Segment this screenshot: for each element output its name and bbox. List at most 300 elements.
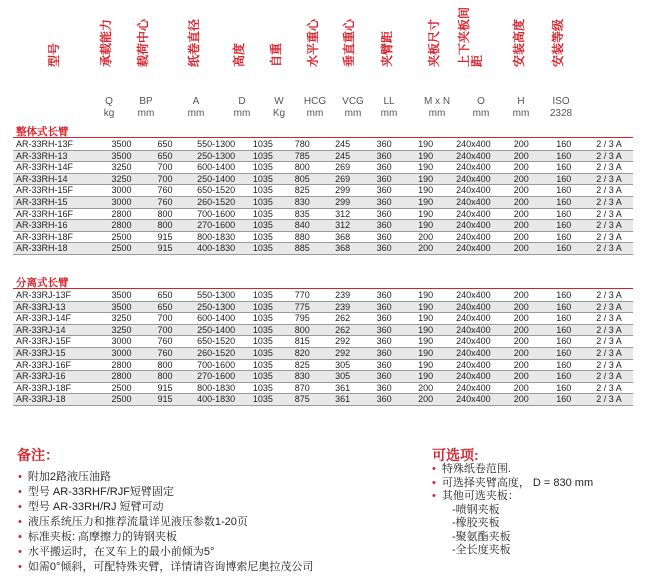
header-mount-height: 安装高度 [512,18,526,67]
cell-capacity: 3500 [102,290,140,301]
cell-roll-diameter: 260-1520 [190,347,243,359]
cell-model: AR-33RJ-14 [13,324,102,336]
cell-weight: 795 [283,313,321,325]
cell-vcg: 360 [364,371,404,383]
cell-load-center: 650 [141,290,190,301]
cell-roll-diameter: 700-1600 [190,359,243,371]
cell-iso: 2 / 3 A [585,336,633,348]
cell-hcg: 361 [321,382,364,394]
cell-iso: 2 / 3 A [585,382,633,394]
cell-iso: 2 / 3 A [585,324,633,336]
cell-pad-size: 240x400 [447,347,500,359]
cell-load-center: 915 [141,382,190,394]
cell-height: 1035 [243,301,283,313]
cell-height: 1035 [243,382,283,394]
table-row [13,336,633,348]
cell-model: AR-33RH-16 [13,220,102,232]
cell-model: AR-33RJ-13F [13,290,102,301]
cell-vcg: 360 [364,243,404,255]
cell-load-center: 700 [141,173,190,185]
cell-hcg: 245 [321,139,364,150]
cell-capacity: 3000 [102,347,140,359]
cell-hcg: 305 [321,359,364,371]
note-item: • 如需0°倾斜，可配特殊夹臂，详情请咨询博索尼奥拉茂公司 [18,560,313,575]
unit-d: D mm [233,96,251,119]
cell-model: AR-33RJ-18 [13,394,102,406]
cell-roll-diameter: 400-1830 [190,394,243,406]
cell-vcg: 360 [364,359,404,371]
cell-vcg: 360 [364,220,404,232]
cell-pad-size: 240x400 [447,185,500,197]
header-weight: 自重 [269,42,283,67]
cell-pad-size: 240x400 [447,243,500,255]
cell-hcg: 312 [321,208,364,220]
cell-height: 1035 [243,208,283,220]
cell-model: AR-33RJ-14F [13,313,102,325]
table-row [13,382,633,394]
cell-weight: 835 [283,208,321,220]
cell-capacity: 2800 [102,220,140,232]
cell-vcg: 360 [364,139,404,150]
cell-capacity: 3500 [102,150,140,162]
cell-capacity: 3000 [102,196,140,208]
cell-load-center: 650 [141,150,190,162]
cell-roll-diameter: 260-1520 [190,196,243,208]
cell-hcg: 361 [321,394,364,406]
cell-height: 1035 [243,185,283,197]
cell-height: 1035 [243,394,283,406]
cell-hcg: 299 [321,196,364,208]
cell-hcg: 262 [321,313,364,325]
cell-height: 1035 [243,196,283,208]
unit-o: O mm [472,96,490,119]
cell-iso: 2 / 3 A [585,394,633,406]
cell-weight: 825 [283,359,321,371]
table-row [13,162,633,174]
option-item: • 可选择夹臂高度， D = 830 mm [432,477,593,491]
cell-ll: 190 [404,150,447,162]
cell-roll-diameter: 600-1400 [190,162,243,174]
cell-roll-diameter: 250-1300 [190,301,243,313]
cell-iso: 2 / 3 A [585,196,633,208]
table-row [13,347,633,359]
header-ll: 夹臂距 [380,30,394,67]
notes-title: 备注： [17,447,59,463]
cell-load-center: 700 [141,313,190,325]
cell-roll-diameter: 550-1300 [190,290,243,301]
cell-pad-size: 240x400 [447,208,500,220]
cell-mount-height: 160 [543,301,586,313]
cell-weight: 830 [283,371,321,383]
cell-mount-height: 160 [543,313,586,325]
cell-pad-gap: 200 [500,196,543,208]
cell-ll: 190 [404,347,447,359]
cell-capacity: 2500 [102,231,140,243]
cell-ll: 200 [404,382,447,394]
cell-capacity: 3250 [102,173,140,185]
cell-capacity: 2500 [102,382,140,394]
cell-weight: 775 [283,301,321,313]
note-item: • 型号 AR-33RHF/RJF短臂固定 [18,485,313,500]
cell-capacity: 2500 [102,394,140,406]
cell-pad-size: 240x400 [447,173,500,185]
unit-hcg: HCG mm [303,96,327,119]
cell-iso: 2 / 3 A [585,220,633,232]
cell-iso: 2 / 3 A [585,150,633,162]
cell-ll: 190 [404,139,447,150]
cell-pad-gap: 200 [500,382,543,394]
cell-mount-height: 160 [543,220,586,232]
cell-capacity: 3250 [102,313,140,325]
table-row [13,139,633,150]
cell-roll-diameter: 250-1300 [190,150,243,162]
table-row [13,313,633,325]
cell-pad-size: 240x400 [447,313,500,325]
cell-weight: 880 [283,231,321,243]
cell-pad-gap: 200 [500,347,543,359]
unit-w: W Kg [272,96,286,119]
cell-model: AR-33RJ-16 [13,371,102,383]
cell-ll: 190 [404,196,447,208]
cell-model: AR-33RH-18F [13,231,102,243]
cell-capacity: 2800 [102,359,140,371]
cell-height: 1035 [243,290,283,301]
cell-vcg: 360 [364,162,404,174]
cell-load-center: 760 [141,185,190,197]
cell-load-center: 915 [141,394,190,406]
section-title-integral: 整体式长臂 [16,126,69,138]
cell-pad-gap: 200 [500,371,543,383]
cell-capacity: 2500 [102,243,140,255]
cell-height: 1035 [243,243,283,255]
table-row [13,173,633,185]
cell-ll: 190 [404,336,447,348]
cell-roll-diameter: 650-1520 [190,185,243,197]
cell-mount-height: 160 [543,139,586,150]
unit-iso: ISO 2328 [549,96,573,119]
header-model: 型号 [47,42,61,67]
cell-load-center: 800 [141,220,190,232]
table-row [13,290,633,301]
cell-hcg: 299 [321,185,364,197]
cell-mount-height: 160 [543,185,586,197]
cell-hcg: 269 [321,173,364,185]
cell-hcg: 368 [321,243,364,255]
header-load-center: 载荷中心 [136,18,150,67]
table-row [13,196,633,208]
cell-pad-size: 240x400 [447,290,500,301]
cell-mount-height: 160 [543,347,586,359]
unit-bp: BP mm [137,96,155,119]
cell-pad-size: 240x400 [447,359,500,371]
options-title: 可选项: [432,447,479,463]
cell-vcg: 360 [364,173,404,185]
cell-roll-diameter: 700-1600 [190,208,243,220]
cell-hcg: 239 [321,301,364,313]
option-subitem: -喷钢夹板 [452,503,500,516]
cell-pad-gap: 200 [500,162,543,174]
cell-vcg: 360 [364,324,404,336]
cell-ll: 190 [404,359,447,371]
cell-roll-diameter: 550-1300 [190,139,243,150]
cell-pad-size: 240x400 [447,162,500,174]
cell-ll: 190 [404,313,447,325]
cell-iso: 2 / 3 A [585,301,633,313]
cell-model: AR-33RH-13F [13,139,102,150]
cell-load-center: 650 [141,301,190,313]
cell-height: 1035 [243,347,283,359]
unit-vcg: VCG mm [342,96,364,119]
cell-load-center: 800 [141,208,190,220]
cell-capacity: 2800 [102,208,140,220]
cell-model: AR-33RH-15F [13,185,102,197]
cell-vcg: 360 [364,150,404,162]
cell-weight: 800 [283,324,321,336]
header-iso-class: 安装等级 [551,18,565,67]
cell-vcg: 360 [364,382,404,394]
cell-mount-height: 160 [543,394,586,406]
cell-iso: 2 / 3 A [585,290,633,301]
cell-weight: 870 [283,382,321,394]
option-subitem: -全长度夹板 [452,544,511,556]
cell-mount-height: 160 [543,359,586,371]
cell-mount-height: 160 [543,324,586,336]
section-rule [13,137,633,138]
cell-iso: 2 / 3 A [585,185,633,197]
cell-ll: 190 [404,220,447,232]
column-header-row [0,0,645,95]
cell-iso: 2 / 3 A [585,208,633,220]
cell-load-center: 650 [141,139,190,150]
cell-mount-height: 160 [543,382,586,394]
cell-roll-diameter: 400-1830 [190,243,243,255]
section-title-split: 分离式长臂 [16,277,69,289]
cell-height: 1035 [243,220,283,232]
cell-ll: 190 [404,301,447,313]
cell-pad-gap: 200 [500,139,543,150]
table-row [13,394,633,406]
cell-height: 1035 [243,336,283,348]
table-row [13,243,633,255]
cell-vcg: 360 [364,196,404,208]
units-row [0,96,645,124]
cell-capacity: 3000 [102,336,140,348]
option-subitem: -橡胶夹板 [452,517,500,529]
spec-table-integral [13,139,633,255]
header-hcg: 水平重心 [306,18,320,67]
cell-hcg: 292 [321,336,364,348]
cell-model: AR-33RH-13 [13,150,102,162]
cell-hcg: 292 [321,347,364,359]
cell-capacity: 3500 [102,139,140,150]
note-item: • 型号 AR-33RH/RJ 短臂可动 [18,500,313,515]
header-pad-size: 夹板尺寸 [427,18,441,67]
cell-load-center: 700 [141,324,190,336]
cell-pad-gap: 200 [500,336,543,348]
cell-pad-gap: 200 [500,185,543,197]
cell-pad-gap: 200 [500,359,543,371]
cell-weight: 815 [283,336,321,348]
option-subitem: -聚氨酯夹板 [452,530,511,543]
cell-weight: 800 [283,162,321,174]
cell-hcg: 368 [321,231,364,243]
cell-pad-size: 240x400 [447,196,500,208]
unit-mxn: M x N mm [423,96,451,119]
cell-roll-diameter: 600-1400 [190,313,243,325]
cell-load-center: 800 [141,359,190,371]
cell-weight: 805 [283,173,321,185]
cell-ll: 200 [404,243,447,255]
header-vcg: 垂直重心 [342,18,356,67]
cell-hcg: 245 [321,150,364,162]
header-capacity: 承载能力 [99,18,113,67]
cell-height: 1035 [243,162,283,174]
cell-vcg: 360 [364,336,404,348]
cell-pad-gap: 200 [500,150,543,162]
cell-hcg: 239 [321,290,364,301]
cell-weight: 825 [283,185,321,197]
unit-a: A mm [187,96,205,119]
cell-height: 1035 [243,173,283,185]
cell-model: AR-33RJ-18F [13,382,102,394]
cell-pad-gap: 200 [500,324,543,336]
note-item: • 水平搬运时，在叉车上的最小前倾为5° [18,545,313,560]
cell-pad-gap: 200 [500,173,543,185]
cell-mount-height: 160 [543,243,586,255]
cell-weight: 820 [283,347,321,359]
header-roll-diameter: 纸卷直径 [187,18,201,67]
cell-ll: 190 [404,162,447,174]
cell-iso: 2 / 3 A [585,371,633,383]
options-list [432,463,593,558]
table-row [13,231,633,243]
cell-roll-diameter: 800-1830 [190,382,243,394]
table-row [13,208,633,220]
cell-pad-size: 240x400 [447,382,500,394]
cell-mount-height: 160 [543,231,586,243]
cell-model: AR-33RJ-15F [13,336,102,348]
cell-hcg: 305 [321,371,364,383]
cell-model: AR-33RH-18 [13,243,102,255]
cell-load-center: 760 [141,336,190,348]
table-row [13,324,633,336]
cell-iso: 2 / 3 A [585,313,633,325]
cell-roll-diameter: 270-1600 [190,371,243,383]
cell-roll-diameter: 800-1830 [190,231,243,243]
cell-weight: 885 [283,243,321,255]
cell-pad-size: 240x400 [447,371,500,383]
cell-pad-size: 240x400 [447,324,500,336]
cell-model: AR-33RH-15 [13,196,102,208]
cell-hcg: 269 [321,162,364,174]
cell-ll: 190 [404,185,447,197]
cell-vcg: 360 [364,394,404,406]
cell-roll-diameter: 650-1520 [190,336,243,348]
cell-weight: 875 [283,394,321,406]
cell-capacity: 3000 [102,185,140,197]
cell-height: 1035 [243,231,283,243]
cell-mount-height: 160 [543,196,586,208]
table-row [13,301,633,313]
cell-model: AR-33RH-16F [13,208,102,220]
cell-mount-height: 160 [543,371,586,383]
cell-mount-height: 160 [543,173,586,185]
cell-pad-gap: 200 [500,220,543,232]
cell-vcg: 360 [364,301,404,313]
cell-height: 1035 [243,139,283,150]
cell-mount-height: 160 [543,208,586,220]
cell-weight: 770 [283,290,321,301]
cell-mount-height: 160 [543,290,586,301]
cell-vcg: 360 [364,313,404,325]
cell-load-center: 800 [141,371,190,383]
cell-roll-diameter: 250-1400 [190,173,243,185]
cell-ll: 200 [404,231,447,243]
cell-load-center: 700 [141,162,190,174]
cell-height: 1035 [243,150,283,162]
cell-pad-size: 240x400 [447,139,500,150]
option-item: • 其他可选夹板： [432,490,593,504]
cell-height: 1035 [243,359,283,371]
cell-vcg: 360 [364,231,404,243]
cell-height: 1035 [243,313,283,325]
cell-pad-size: 240x400 [447,231,500,243]
cell-roll-diameter: 270-1600 [190,220,243,232]
cell-capacity: 2800 [102,371,140,383]
cell-hcg: 262 [321,324,364,336]
cell-pad-size: 240x400 [447,220,500,232]
cell-model: AR-33RJ-13 [13,301,102,313]
cell-pad-size: 240x400 [447,301,500,313]
cell-weight: 785 [283,150,321,162]
section-rule [13,288,633,289]
cell-model: AR-33RJ-16F [13,359,102,371]
cell-iso: 2 / 3 A [585,243,633,255]
table-row [13,185,633,197]
cell-weight: 840 [283,220,321,232]
notes-list [18,470,313,575]
cell-ll: 190 [404,173,447,185]
cell-load-center: 760 [141,347,190,359]
cell-pad-gap: 200 [500,290,543,301]
cell-ll: 190 [404,371,447,383]
unit-ll: LL mm [380,96,398,119]
spec-table-split [13,290,633,406]
cell-iso: 2 / 3 A [585,347,633,359]
cell-model: AR-33RJ-15 [13,347,102,359]
cell-model: AR-33RH-14F [13,162,102,174]
note-item: • 标准夹板: 高摩擦力的铸钢夹板 [18,530,313,545]
cell-hcg: 312 [321,220,364,232]
cell-mount-height: 160 [543,336,586,348]
cell-load-center: 915 [141,231,190,243]
cell-mount-height: 160 [543,150,586,162]
cell-vcg: 360 [364,185,404,197]
cell-weight: 780 [283,139,321,150]
cell-ll: 200 [404,394,447,406]
cell-vcg: 360 [364,208,404,220]
cell-ll: 190 [404,324,447,336]
table-row [13,150,633,162]
cell-pad-gap: 200 [500,313,543,325]
cell-pad-size: 240x400 [447,394,500,406]
cell-height: 1035 [243,371,283,383]
header-height: 高度 [232,42,246,67]
cell-pad-size: 240x400 [447,336,500,348]
cell-iso: 2 / 3 A [585,139,633,150]
cell-roll-diameter: 250-1400 [190,324,243,336]
cell-iso: 2 / 3 A [585,173,633,185]
